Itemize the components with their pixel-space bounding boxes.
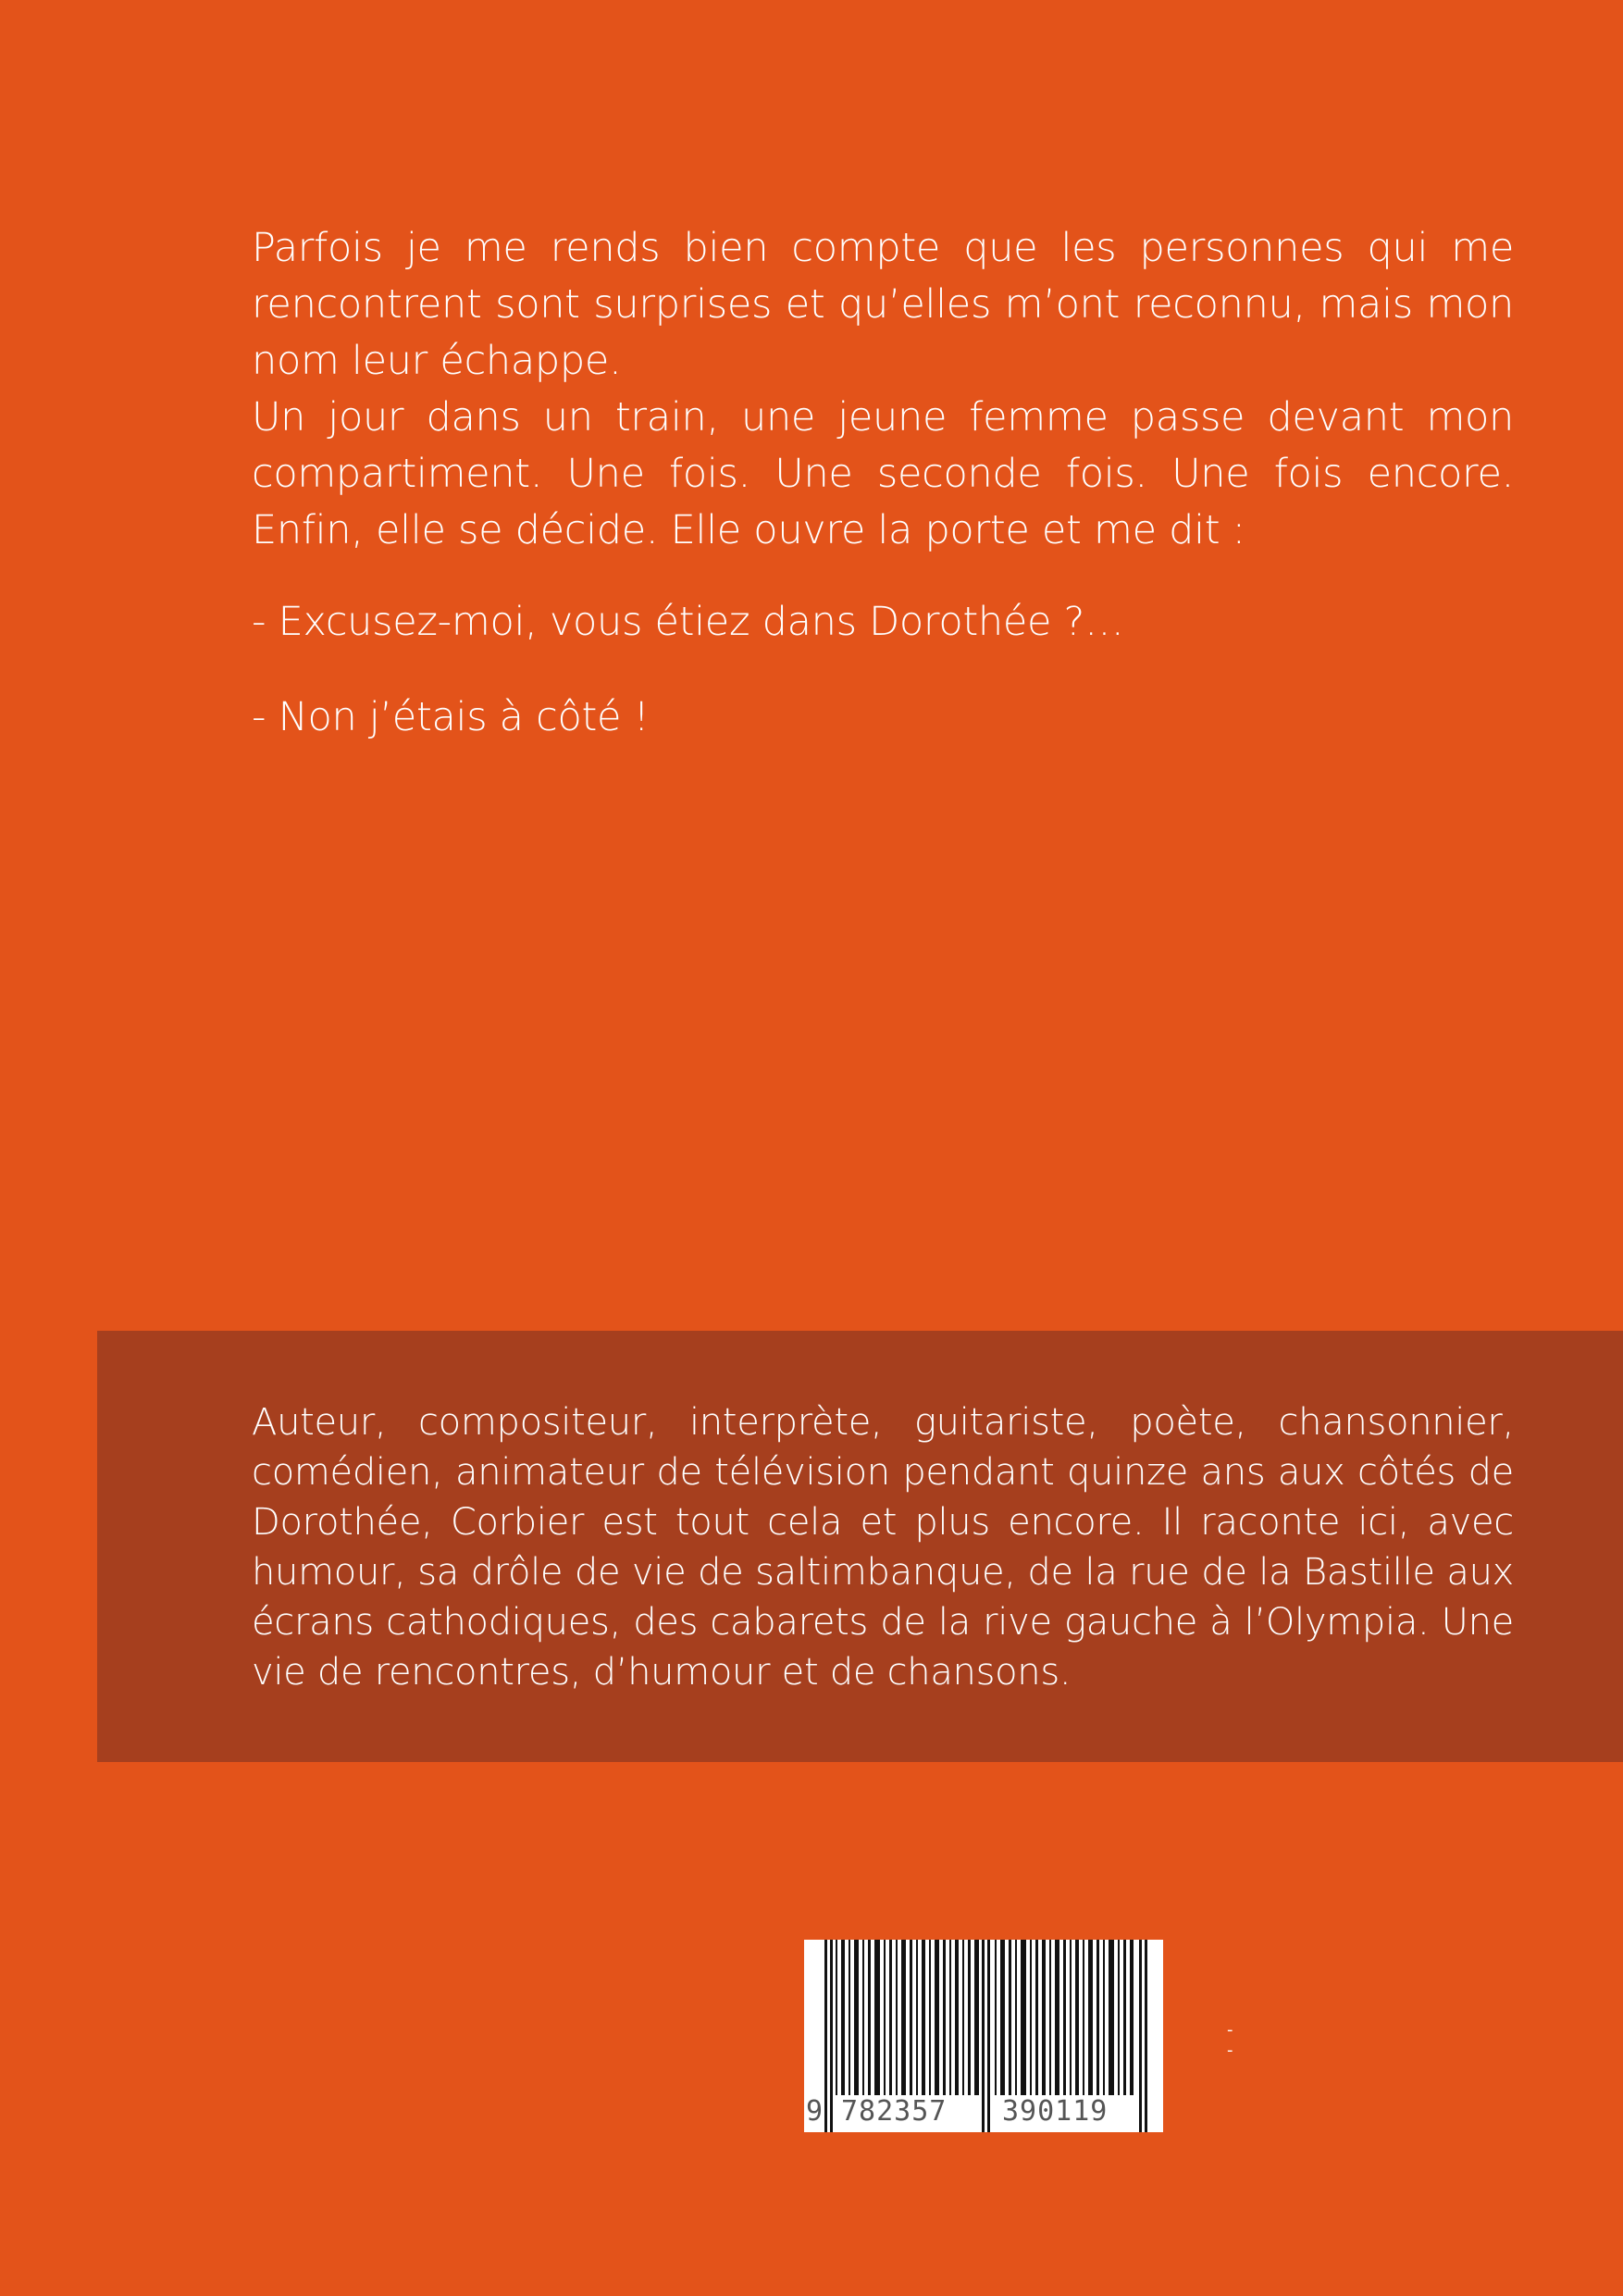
barcode-bar <box>1118 1940 1120 2095</box>
barcode-bar <box>849 1940 850 2095</box>
excerpt-dialogue-answer: - Non j’étais à côté ! <box>252 694 650 740</box>
barcode-bar <box>916 1940 918 2095</box>
barcode-bar <box>1083 1940 1084 2095</box>
barcode-bar <box>1096 1940 1099 2095</box>
barcode-first-digit: 9 <box>806 2095 824 2128</box>
barcode-bar <box>910 1940 912 2095</box>
barcode-left-group: 782357 <box>841 2095 948 2128</box>
barcode-bar <box>884 1940 886 2095</box>
side-marks <box>1227 2020 1233 2061</box>
barcode-bar <box>1139 1940 1142 2132</box>
side-mark: - <box>1227 2020 1233 2040</box>
barcode-bar <box>1030 1940 1032 2095</box>
excerpt-dialogue-question: - Excusez-moi, vous étiez dans Dorothée ?… <box>252 599 1124 645</box>
barcode-bar <box>1123 1940 1126 2095</box>
barcode-bar <box>854 1940 859 2095</box>
barcode-bar <box>1130 1940 1134 2095</box>
back-cover-excerpt <box>252 220 1514 746</box>
barcode-bar <box>1049 1940 1051 2095</box>
barcode-bar <box>868 1940 871 2095</box>
barcode-bar <box>943 1940 946 2095</box>
barcode-bar <box>1070 1940 1072 2095</box>
barcode-bar <box>1000 1940 1005 2095</box>
barcode-bar <box>955 1940 959 2095</box>
barcode-bar <box>862 1940 864 2095</box>
barcode-bar <box>922 1940 925 2095</box>
barcode-bar <box>962 1940 964 2095</box>
excerpt-paragraph-2: Un jour dans un train, une jeune femme passe devant mon compartiment. Une fois. Une seconde fois. Une fois encore. Enfin, elle se décide. Elle ouvre la porte et me dit : <box>252 394 1514 553</box>
side-mark: - <box>1227 2041 1233 2060</box>
barcode-bar <box>824 1940 827 2132</box>
barcode-bar <box>830 1940 833 2132</box>
barcode-bar <box>1021 1940 1026 2095</box>
barcode-bar <box>968 1940 971 2095</box>
barcode-bar <box>1035 1940 1038 2095</box>
barcode-bar <box>982 1940 985 2132</box>
barcode-bar <box>974 1940 979 2095</box>
author-blurb-panel <box>97 1331 1623 1762</box>
barcode-bar <box>896 1940 898 2095</box>
barcode-bar <box>874 1940 880 2095</box>
barcode-bar <box>836 1940 837 2095</box>
author-blurb-text: Auteur, compositeur, interprète, guitariste, poète, chansonnier, comédien, animateur de télévision pendant quinze ans aux côtés de Dorothée, Corbier est tout cela et plus encore. Il raconte ici, avec humour, sa drôle de vie de saltimbanque, de la rue de la Bastille aux écrans cathodiques, des cabarets de la rive gauche à l’Olympia. Une vie de rencontres, d’humour et de chansons. <box>252 1401 1514 1694</box>
barcode-bar <box>1103 1940 1105 2095</box>
barcode-bar <box>1145 1940 1147 2132</box>
barcode-bar <box>1063 1940 1066 2095</box>
barcode-bar <box>1109 1940 1114 2095</box>
barcode-bar <box>1015 1940 1017 2095</box>
barcode-bar <box>1042 1940 1046 2095</box>
excerpt-paragraph-1: Parfois je me rends bien compte que les personnes qui me rencontrent sont surprises et qu’elles m’ont reconnu, mais mon nom leur échappe. <box>252 225 1514 384</box>
barcode-bar <box>949 1940 951 2095</box>
barcode-bar <box>1088 1940 1093 2095</box>
barcode-bar <box>1055 1940 1059 2095</box>
isbn-barcode <box>804 1940 1163 2132</box>
barcode-right-group: 390119 <box>1002 2095 1109 2128</box>
barcode-bar <box>987 1940 990 2132</box>
barcode-bar <box>1075 1940 1079 2095</box>
barcode-bar <box>929 1940 931 2095</box>
barcode-bar <box>889 1940 892 2095</box>
barcode-bar <box>901 1940 906 2095</box>
barcode-bar <box>1009 1940 1011 2095</box>
barcode-bar <box>841 1940 845 2095</box>
barcode-bar <box>935 1940 939 2095</box>
barcode-bar <box>995 1940 997 2095</box>
